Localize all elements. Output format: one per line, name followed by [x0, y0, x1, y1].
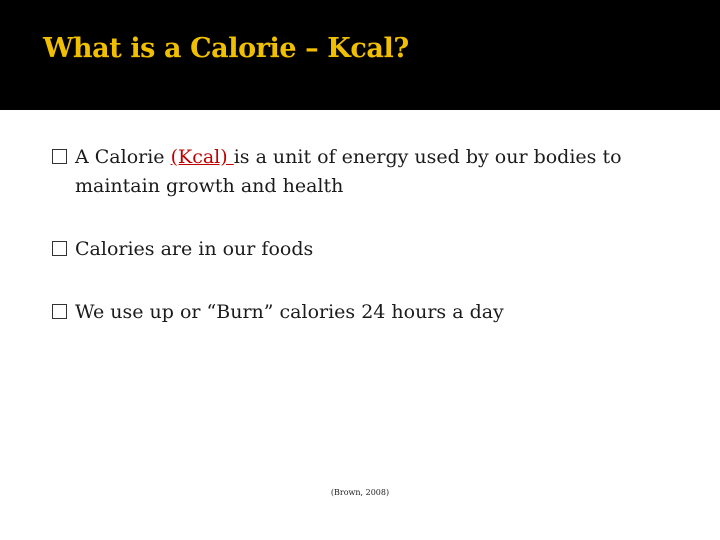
bullet-item-calories-in-foods [52, 235, 692, 264]
bullet-text: We use up or “Burn” calories 24 hours a day [75, 301, 504, 323]
bullet-list [52, 143, 692, 327]
bullet-box-icon [52, 149, 67, 164]
bullet-box-icon [52, 304, 67, 319]
citation: (Brown, 2008) [330, 488, 390, 497]
bullet-box-icon [52, 241, 67, 256]
title-bar [0, 0, 720, 110]
bullet-text-before-link: A Calorie [75, 146, 171, 168]
bullet-text-after-link: is a unit of energy used by our bodies to maintain growth and health [75, 146, 622, 197]
bullet-item-burn-calories [52, 298, 692, 327]
slide-title: What is a Calorie – Kcal? [43, 33, 409, 64]
kcal-link[interactable]: (Kcal) [170, 146, 234, 168]
bullet-text: Calories are in our foods [75, 238, 314, 260]
bullet-item-calorie-definition [52, 143, 692, 201]
